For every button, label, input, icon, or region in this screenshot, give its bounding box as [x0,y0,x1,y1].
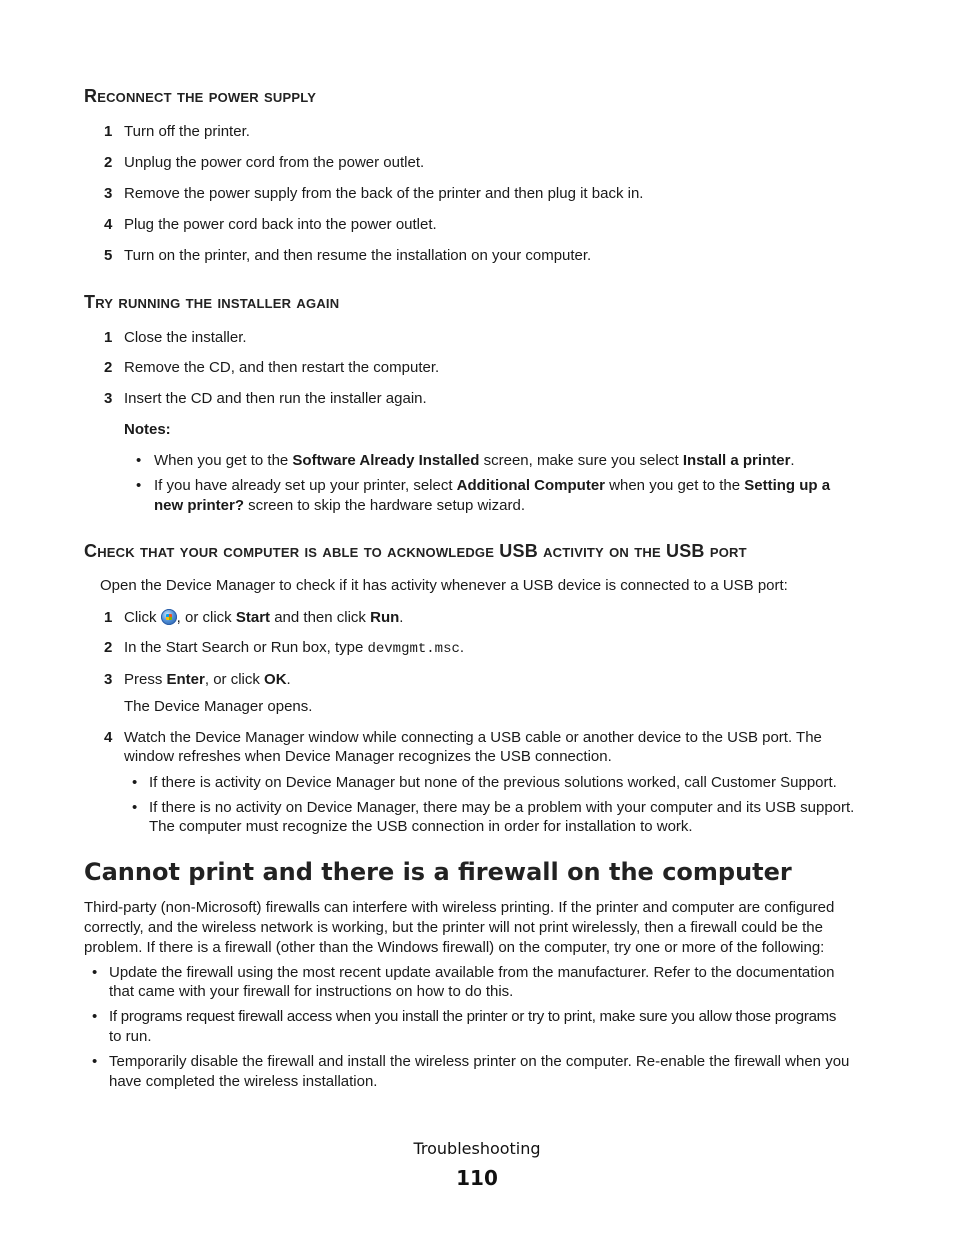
list-item: If there is no activity on Device Manager, there may be a problem with your computer and its USB support. [149,799,855,816]
footer-section-label: Troubleshooting [413,1139,541,1158]
bullet-dot: • [136,477,142,494]
notes-label: Notes: [124,421,171,438]
step-text: Unplug the power cord from the power outlet. [124,154,425,171]
firewall-paragraph: Third-party (non-Microsoft) firewalls can interfere with wireless printing. If the printer and computer are configured [84,899,835,916]
bullet-dot: • [92,1008,98,1025]
command-code: devmgmt.msc [367,641,460,657]
bullet-dot: • [92,1053,98,1070]
heading-check-usb: Check that your computer is able to acknowledge USB activity on the USB port [84,541,747,561]
step-text: Insert the CD and then run the installer again. [124,390,427,407]
step-number: 3 [104,671,113,688]
list-item: Update the firewall using the most recent update available from the manufacturer. Refer to the documentation [109,964,835,981]
step-text: Remove the CD, and then restart the computer. [124,359,440,376]
step-text-continued: window refreshes when Device Manager recognizes the USB connection. [124,748,612,765]
step-text: Watch the Device Manager window while connecting a USB cable or another device to the USB port. The [124,729,822,746]
bullet-dot: • [136,452,142,469]
step-number: 1 [104,609,113,626]
step-text: Remove the power supply from the back of the printer and then plug it back in. [124,185,644,202]
step-number: 3 [104,185,113,202]
step-text: Close the installer. [124,329,247,346]
step-number: 1 [104,123,113,140]
firewall-paragraph: problem. If there is a firewall (other than the Windows firewall) on the computer, try one or more of the following: [84,939,825,956]
heading-run-installer: Try running the installer again [84,292,340,312]
list-item: Temporarily disable the firewall and install the wireless printer on the computer. Re-enable the firewall when you [109,1053,850,1070]
note-item-continued: new printer? screen to skip the hardware setup wizard. [154,497,525,514]
bullet-dot: • [132,774,138,791]
usb-intro: Open the Device Manager to check if it has activity whenever a USB device is connected to a USB port: [100,577,788,594]
page-number: 110 [456,1166,498,1190]
step-text: Turn off the printer. [124,123,250,140]
step-text: Turn on the printer, and then resume the installation on your computer. [124,247,592,264]
list-item: If there is activity on Device Manager but none of the previous solutions worked, call Customer Support. [149,774,837,791]
step-text: Press Enter, or click OK. [124,671,291,688]
list-item-continued: that came with your firewall for instructions on how to do this. [109,983,514,1000]
bullet-dot: • [132,799,138,816]
list-item-continued: to run. [109,1028,152,1045]
step-number: 4 [104,216,113,233]
step-text: Click , or click Start and then click Run. [124,609,404,626]
step-number: 2 [104,359,113,376]
step-number: 2 [104,639,113,656]
heading-firewall: Cannot print and there is a firewall on the computer [84,858,792,886]
step-number: 4 [104,729,113,746]
note-item: When you get to the Software Already Installed screen, make sure you select Install a printer. [154,452,795,469]
step-text: Plug the power cord back into the power outlet. [124,216,437,233]
step-number: 1 [104,329,113,346]
step-number: 5 [104,247,113,264]
step-number: 2 [104,154,113,171]
note-item: If you have already set up your printer, select Additional Computer when you get to the Setting up a [154,477,831,494]
bullet-dot: • [92,964,98,981]
firewall-paragraph: correctly, and the wireless network is working, but the printer will not print wirelessly, then a firewall could be the [84,919,823,936]
list-item-continued: have completed the wireless installation. [109,1073,378,1090]
step-result: The Device Manager opens. [124,698,313,715]
step-number: 3 [104,390,113,407]
step-text: In the Start Search or Run box, type devmgmt.msc. [124,639,465,657]
windows-start-orb-icon [161,609,177,625]
list-item-continued: The computer must recognize the USB connection in order for installation to work. [149,818,693,835]
list-item: If programs request firewall access when you install the printer or try to print, make sure you allow those programs [109,1008,837,1025]
heading-reconnect-power: Reconnect the power supply [84,86,317,106]
